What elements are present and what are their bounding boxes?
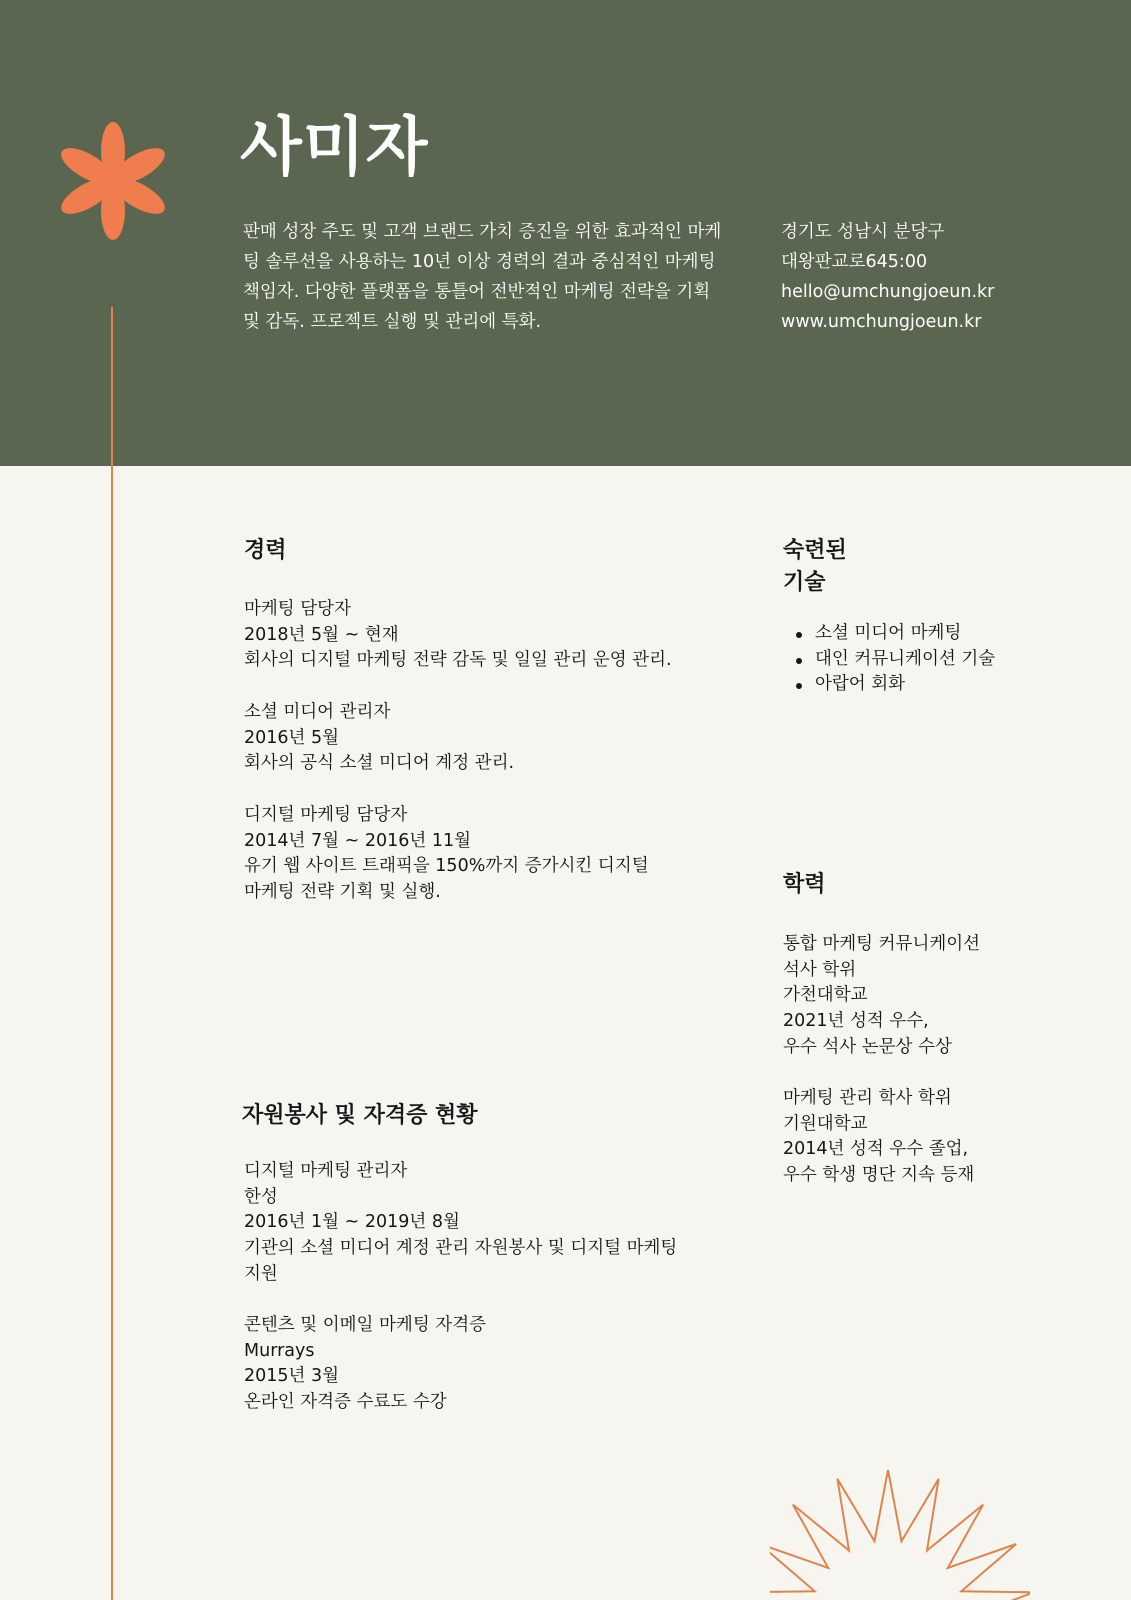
accent-vertical-line bbox=[111, 307, 113, 1600]
entry-title: 콘텐츠 및 이메일 마케팅 자격증 bbox=[244, 1315, 487, 1335]
entry-organization: 한성 bbox=[244, 1186, 278, 1207]
education-heading: 학력 bbox=[783, 872, 826, 897]
volunteer-entry bbox=[244, 1313, 486, 1416]
school-name: 가천대학교 bbox=[783, 985, 868, 1006]
skill-item: 대인 커뮤니케이션 기술 bbox=[781, 647, 995, 673]
education-entry bbox=[783, 932, 980, 1061]
contact-info bbox=[781, 217, 1101, 337]
entry-description: 유기 웹 사이트 트래픽을 150%까지 증가시킨 디지털 마케팅 전략 기획 및 실행. bbox=[244, 856, 649, 903]
skills-list bbox=[781, 621, 995, 698]
entry-date: 2015년 3월 bbox=[244, 1366, 340, 1387]
entry-description: 회사의 공식 소셜 미디어 계정 관리. bbox=[244, 753, 515, 774]
starburst-decoration-icon bbox=[770, 1468, 1030, 1600]
skills-heading bbox=[783, 535, 847, 599]
volunteer-entry bbox=[244, 1159, 694, 1288]
email[interactable]: hello@umchungjoeun.kr bbox=[781, 282, 995, 302]
flower-icon bbox=[60, 122, 166, 240]
entry-title: 마케팅 담당자 bbox=[244, 599, 351, 619]
honor-line: 2014년 성적 우수 졸업, bbox=[783, 1139, 969, 1160]
entry-description: 온라인 자격증 수료도 수강 bbox=[244, 1392, 447, 1413]
profile-summary: 판매 성장 주도 및 고객 브랜드 가치 증진을 위한 효과적인 마케팅 솔루션을 사용하는 10년 이상 경력의 결과 중심적인 마케팅 책임자. 다양한 플랫폼을 통틀어 전반적인 마케팅 전략을 기획 및 감독. 프로젝트 실행 및 관리에 특화. bbox=[243, 222, 722, 332]
school-name: 기원대학교 bbox=[783, 1113, 868, 1134]
entry-title: 디지털 마케팅 관리자 bbox=[244, 1161, 408, 1181]
entry-title: 디지털 마케팅 담당자 bbox=[244, 805, 408, 825]
entry-date: 2014년 7월 ~ 2016년 11월 bbox=[244, 830, 472, 851]
address-line-1: 경기도 성남시 분당구 bbox=[781, 222, 945, 242]
entry-date: 2016년 1월 ~ 2019년 8월 bbox=[244, 1212, 460, 1233]
entry-title: 소셜 미디어 관리자 bbox=[244, 702, 391, 722]
entry-date: 2016년 5월 bbox=[244, 727, 340, 748]
skill-item: 소셜 미디어 마케팅 bbox=[781, 621, 995, 647]
entry-description: 기관의 소셜 미디어 계정 관리 자원봉사 및 디지털 마케팅 지원 bbox=[244, 1238, 678, 1284]
experience-entry bbox=[244, 700, 514, 777]
starburst-outline bbox=[770, 1470, 1030, 1600]
entry-organization: Murrays bbox=[244, 1340, 315, 1361]
skill-item: 아랍어 회화 bbox=[781, 672, 995, 698]
website[interactable]: www.umchungjoeun.kr bbox=[781, 312, 982, 332]
experience-entry bbox=[244, 597, 672, 674]
skills-heading-line-1: 숙련된 bbox=[783, 538, 847, 563]
entry-description: 회사의 디지털 마케팅 전략 감독 및 일일 관리 운영 관리. bbox=[244, 650, 672, 671]
experience-entry bbox=[244, 803, 664, 906]
honor-line: 우수 석사 논문상 수상 bbox=[783, 1036, 952, 1057]
volunteer-heading: 자원봉사 및 자격증 현황 bbox=[242, 1103, 478, 1128]
degree-line: 석사 학위 bbox=[783, 959, 857, 980]
education-entry bbox=[783, 1086, 974, 1189]
degree-line: 마케팅 관리 학사 학위 bbox=[783, 1088, 952, 1108]
entry-date: 2018년 5월 ~ 현재 bbox=[244, 624, 399, 645]
address-line-2: 대왕판교로645:00 bbox=[781, 252, 928, 272]
person-name: 사미자 bbox=[240, 111, 429, 185]
degree-line: 통합 마케팅 커뮤니케이션 bbox=[783, 934, 981, 954]
experience-heading: 경력 bbox=[244, 538, 287, 563]
skills-heading-line-2: 기술 bbox=[783, 570, 826, 595]
honor-line: 우수 학생 명단 지속 등재 bbox=[783, 1165, 975, 1186]
honor-line: 2021년 성적 우수, bbox=[783, 1011, 929, 1032]
